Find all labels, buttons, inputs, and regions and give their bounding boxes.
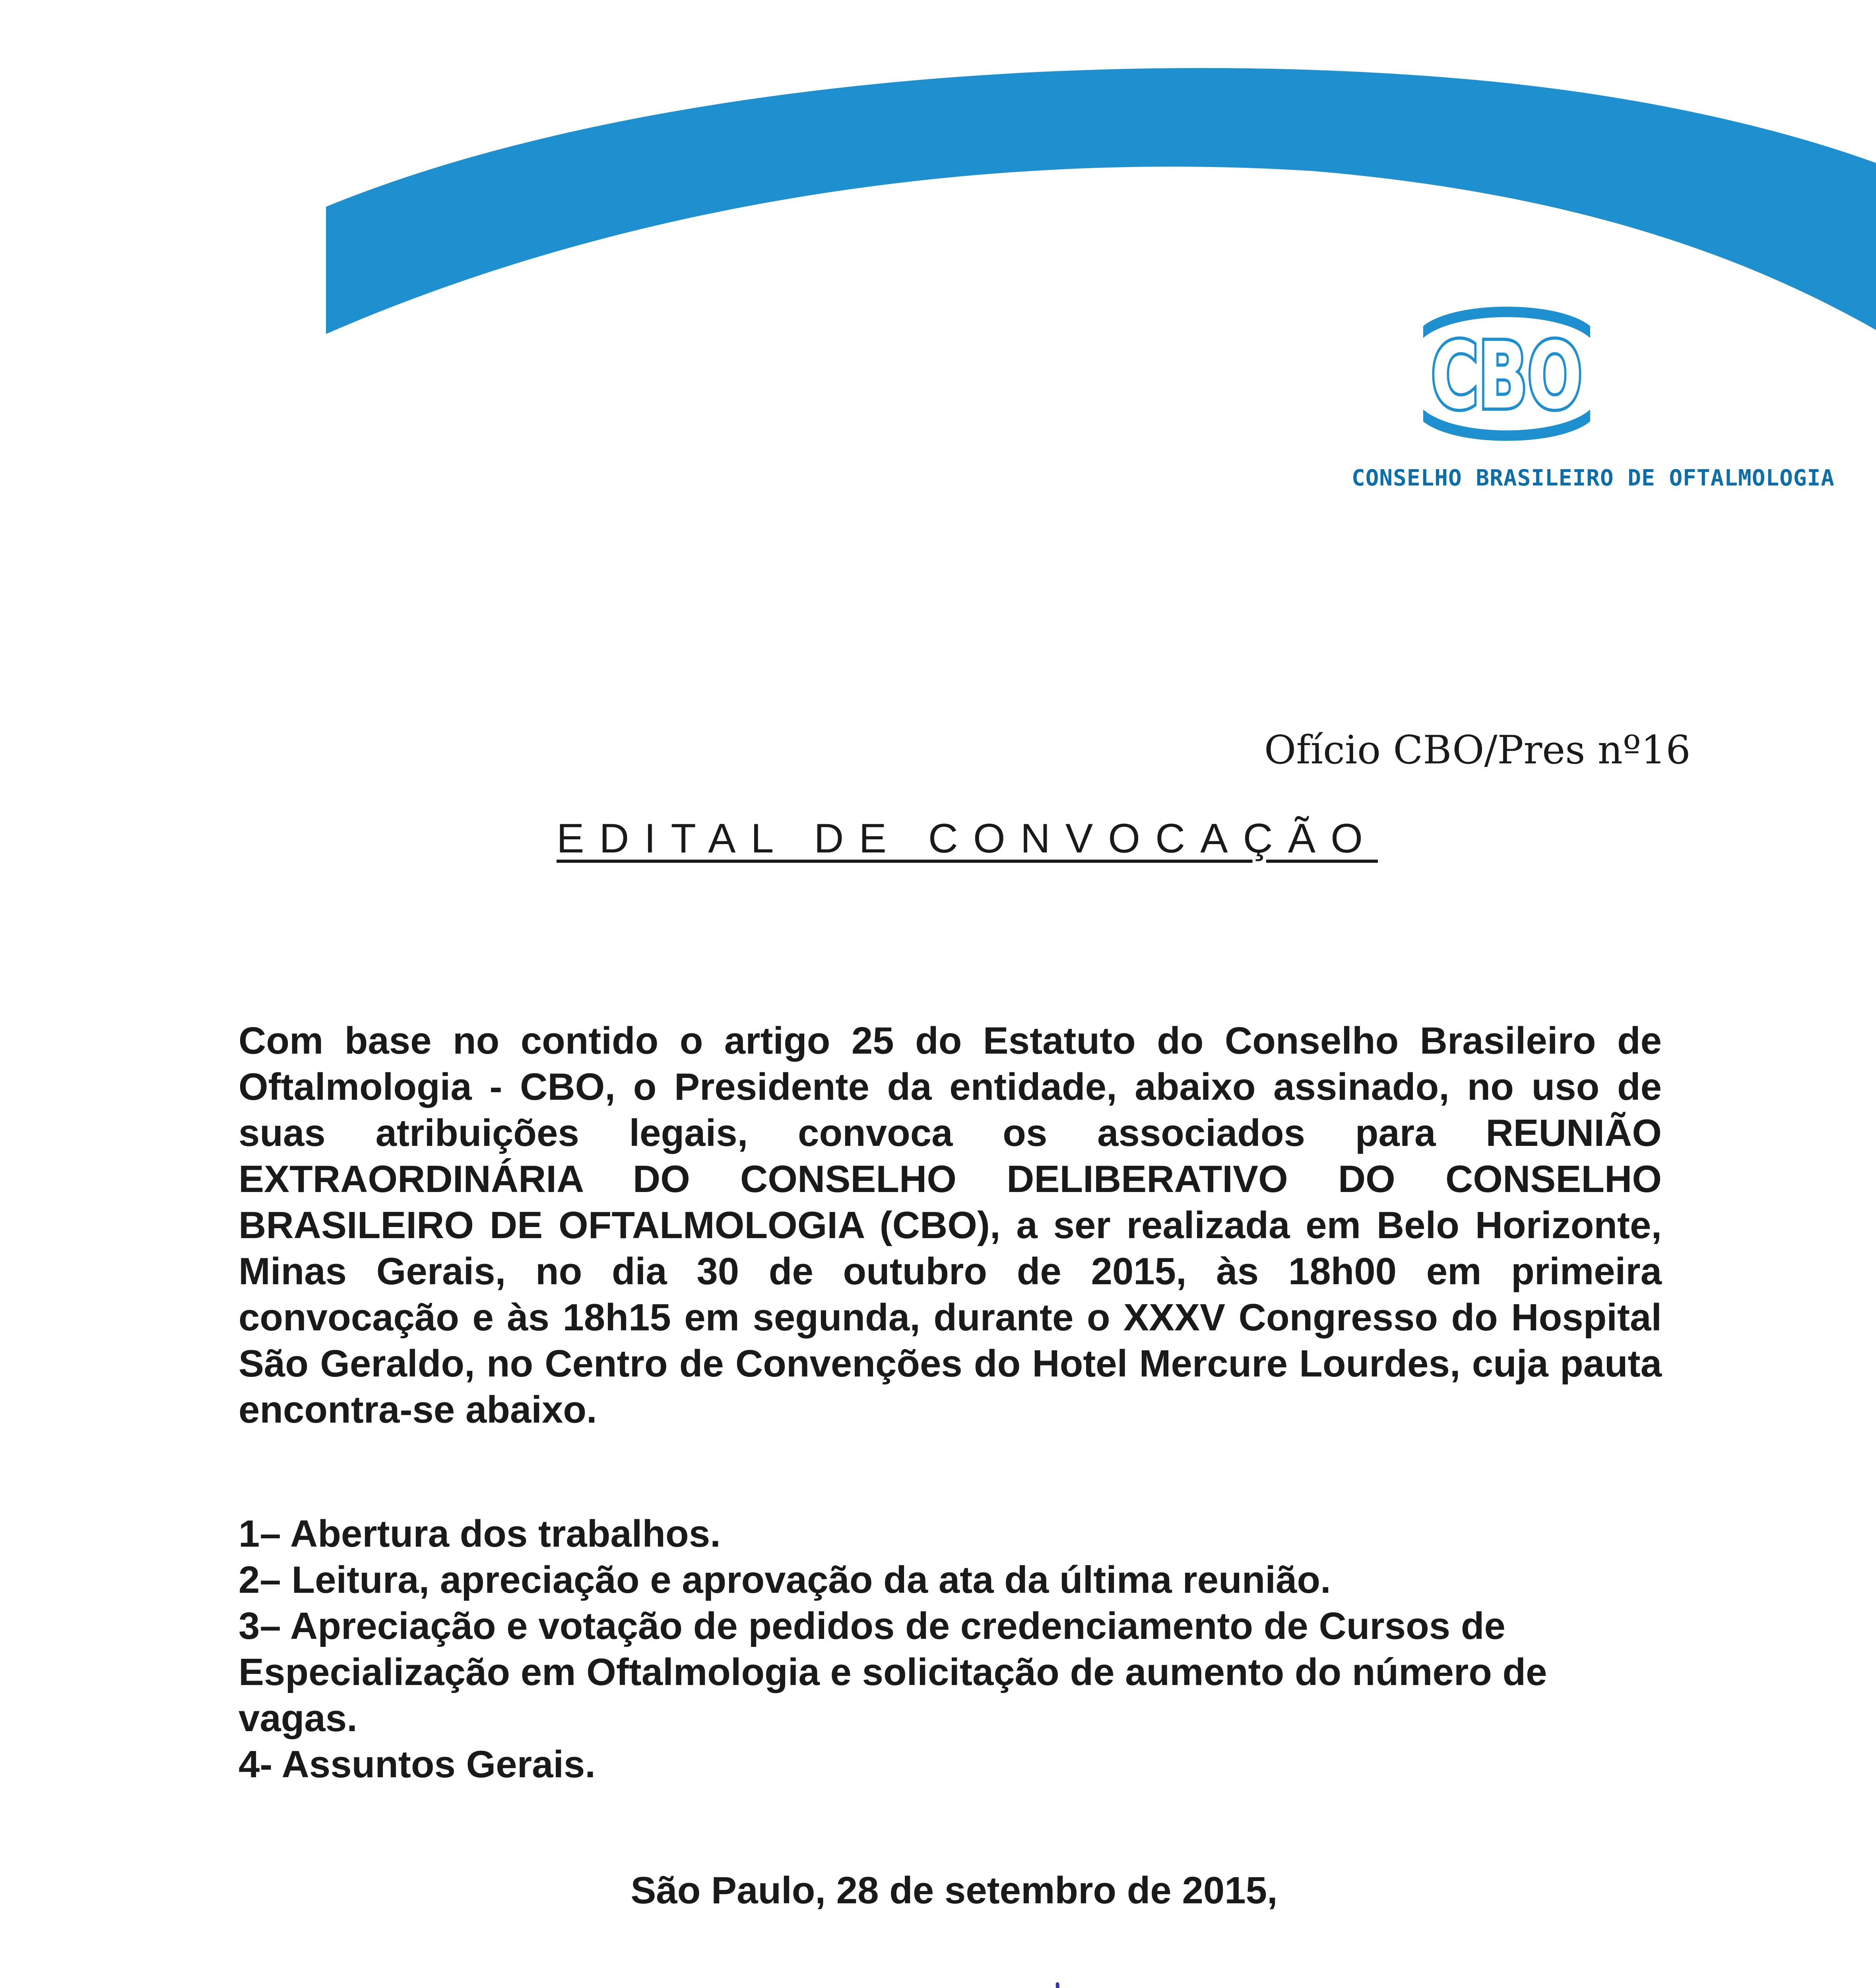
agenda-item: 2– Leitura, apreciação e aprovação da ata da última reunião. [239, 1559, 1331, 1601]
agenda-list [239, 1511, 1662, 1788]
signature-strokes [787, 1972, 1224, 1988]
dateline: São Paulo, 28 de setembro de 2015, [631, 1869, 1278, 1912]
agenda-item: 3– Apreciação e votação de pedidos de credenciamento de Cursos de Especialização em Oftalmologia e solicitação de aumento do número de vagas. [239, 1605, 1547, 1740]
body-paragraph: Com base no contido o artigo 25 do Estatuto do Conselho Brasileiro de Oftalmologia - CBO, o Presidente da entidade, abaixo assinado, no uso de suas atribuições legais, convoca os associados para REUNIÃO EXTRAORDINÁRIA DO CONSELHO DELIBERATIVO DO CONSELHO BRASILEIRO DE OFTALMOLOGIA (CBO), a ser realizada em Belo Horizonte, Minas Gerais, no dia 30 de outubro de 2015, às 18h00 em primeira convocação e às 18h15 em segunda, durante o XXXV Congresso do Hospital São Geraldo, no Centro de Convenções do Hotel Mercure Lourdes, cuja pauta encontra-se abaixo. [239, 1019, 1662, 1431]
cbo-logo-mark [1407, 302, 1606, 445]
oficio-number: Ofício CBO/Pres nº16 [1264, 728, 1691, 773]
handwritten-signature [787, 1972, 1224, 1988]
logo-subtitle: CONSELHO BRASILEIRO DE OFTALMOLOGIA [1352, 465, 1835, 491]
cbo-logo [1407, 302, 1606, 445]
document-title: EDITAL DE CONVOCAÇÃO [557, 815, 1378, 862]
swoosh-band [326, 68, 1876, 334]
agenda-item: 1– Abertura dos trabalhos. [239, 1512, 721, 1555]
logo-letters: CBO [1431, 323, 1582, 429]
agenda-item: 4- Assuntos Gerais. [239, 1743, 596, 1786]
